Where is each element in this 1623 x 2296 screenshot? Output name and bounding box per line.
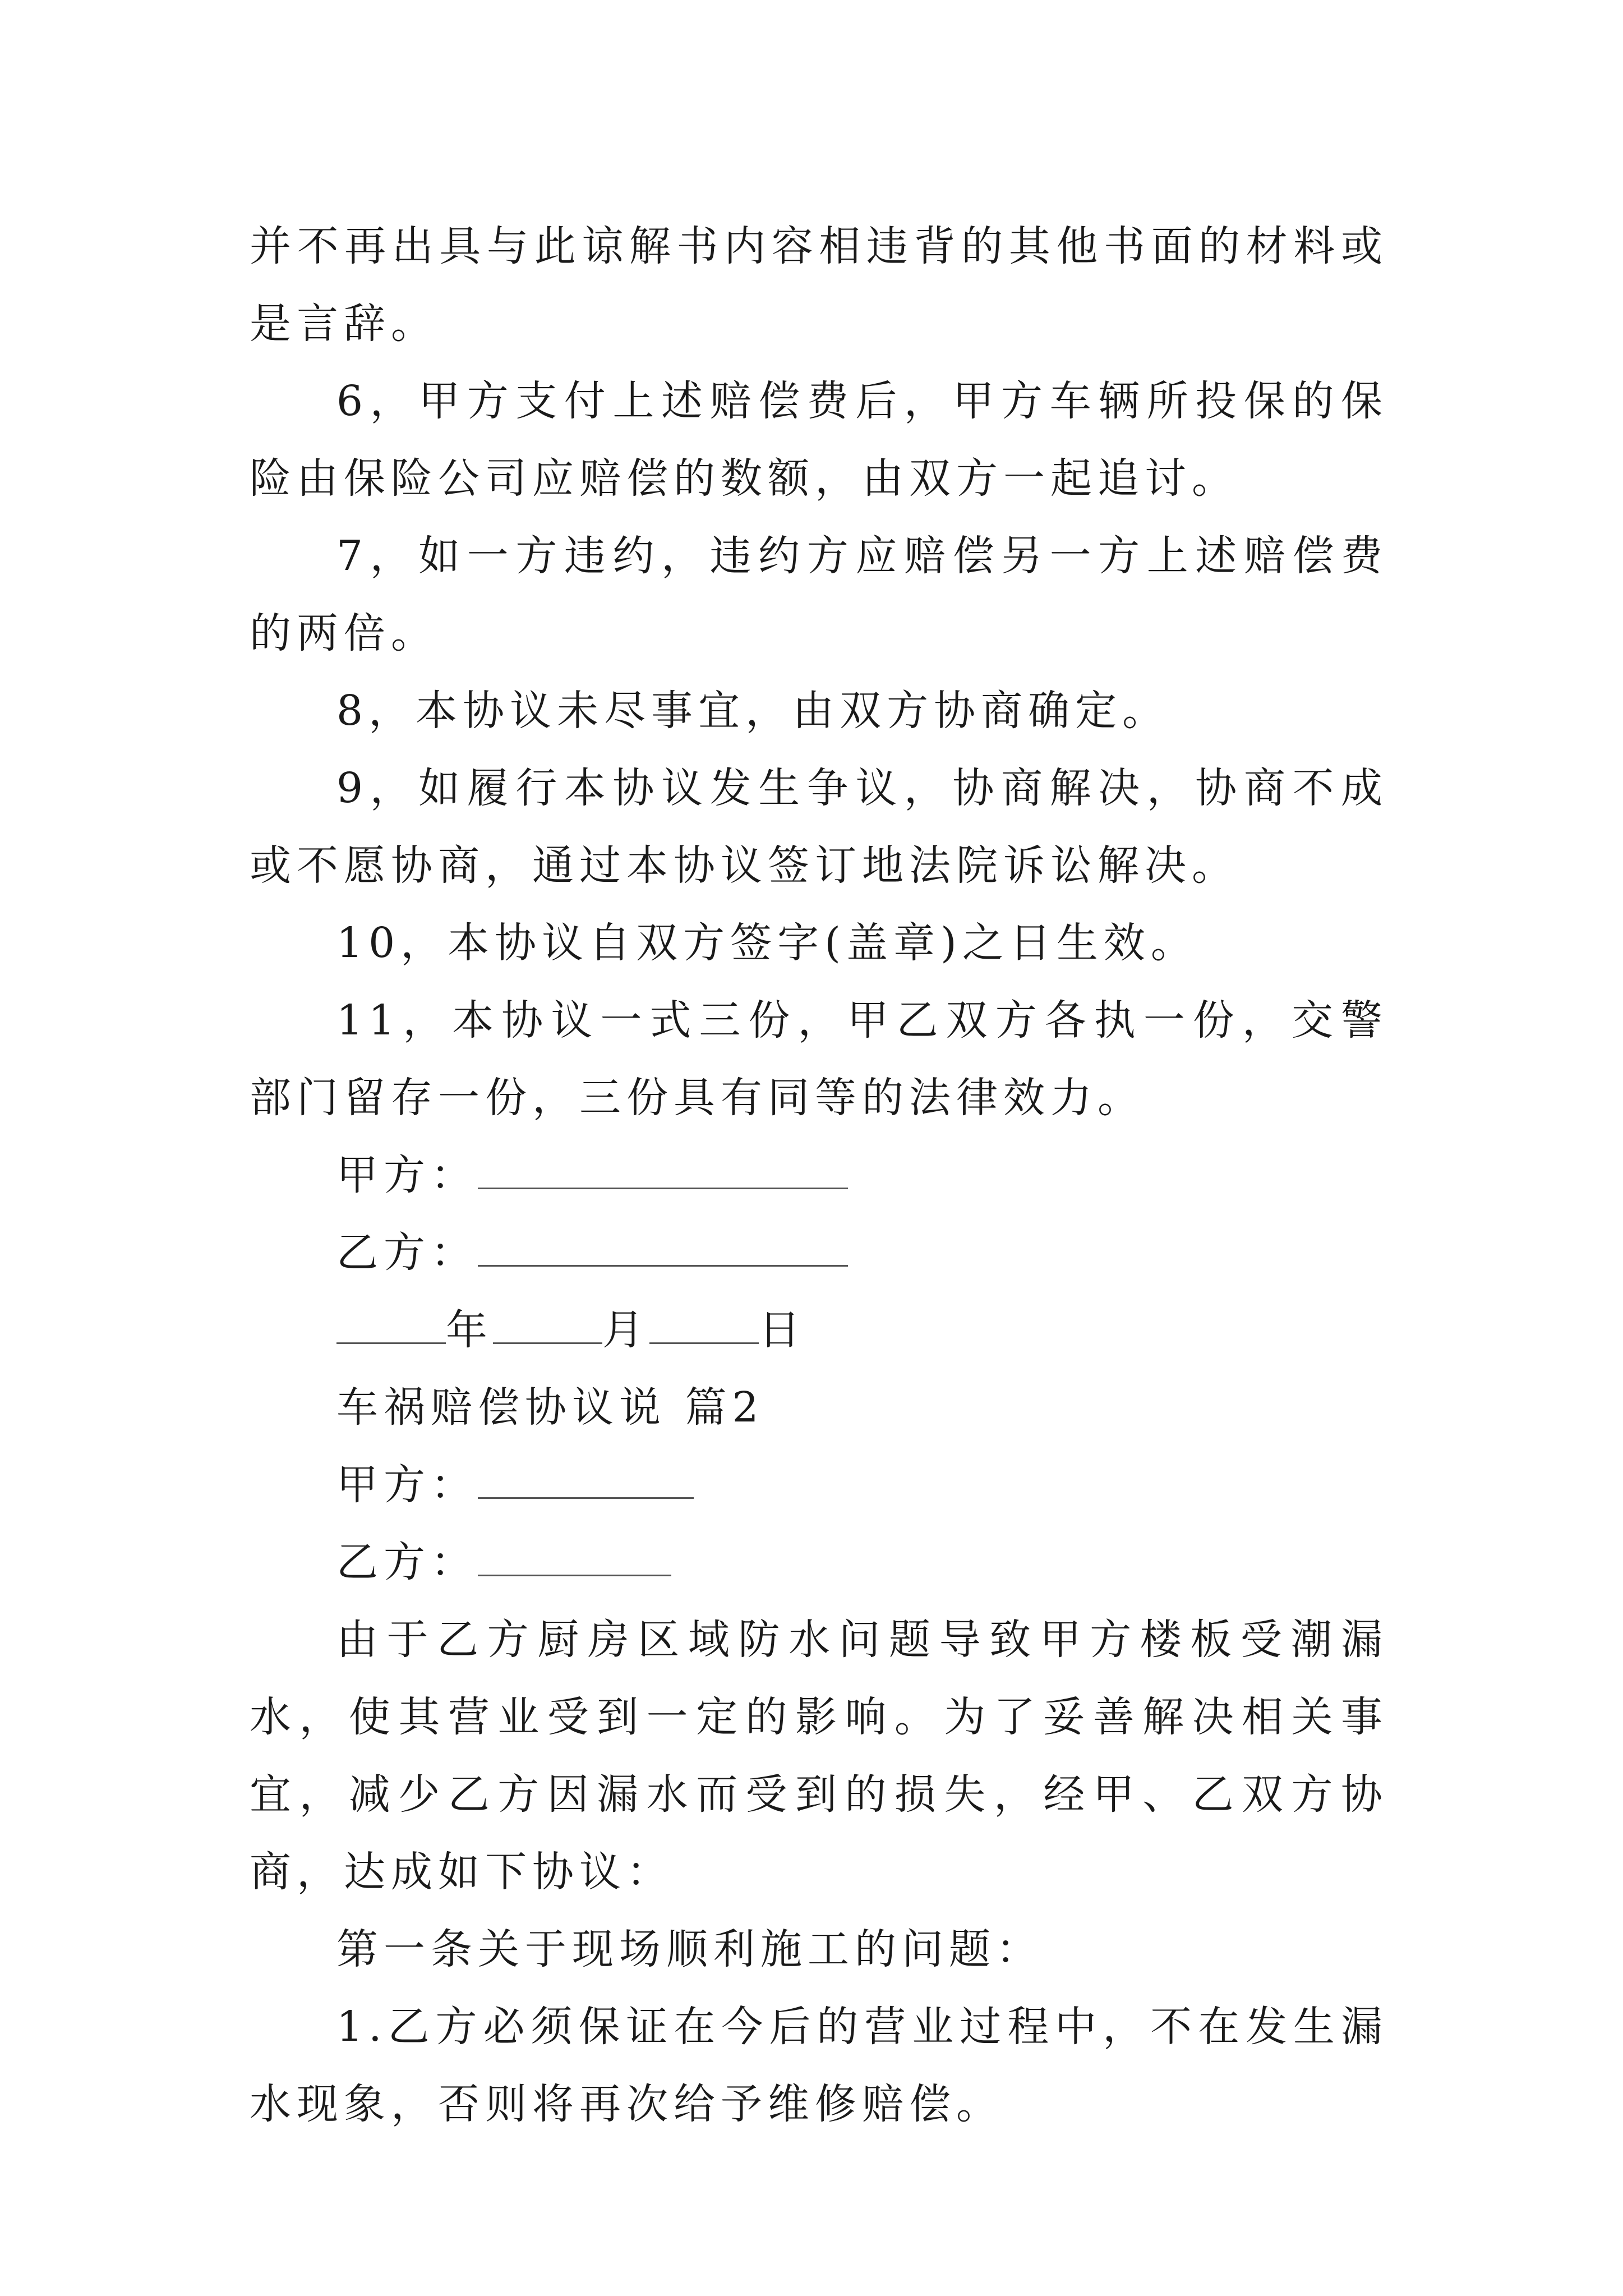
date-year-blank[interactable] [336,1303,446,1344]
party-b-line [250,1524,1388,1601]
signature-party-b-blank[interactable] [478,1226,848,1267]
signature-party-b-label: 乙方： [336,1228,478,1277]
signature-party-a-blank[interactable] [478,1148,848,1189]
party-b-label: 乙方： [336,1538,478,1586]
party-a-blank[interactable] [478,1458,694,1499]
clause-10: 10，本协议自双方签字(盖章)之日生效。 [336,919,1198,967]
date-day-blank[interactable] [649,1303,759,1344]
clause-8: 8，本协议未尽事宜，由双方协商确定。 [336,687,1170,735]
date-line [250,1291,1388,1369]
date-month-label: 月 [602,1306,649,1354]
section-title: 车祸赔偿协议说 篇2 [336,1383,764,1432]
clause-11: 11，本协议一式三份，甲乙双方各执一份，交警部门留存一份，三份具有同等的法律效力。 [250,996,1388,1122]
signature-party-b [250,1214,1388,1291]
signature-party-a [250,1137,1388,1214]
party-a-line [250,1446,1388,1524]
date-year-label: 年 [446,1306,493,1354]
date-day-label: 日 [759,1306,806,1354]
party-b-blank[interactable] [478,1535,671,1576]
paragraph-continued: 并不再出具与此谅解书内容相违背的其他书面的材料或是言辞。 [250,222,1388,348]
clause-9: 9，如履行本协议发生争议，协商解决，协商不成或不愿协商，通过本协议签订地法院诉讼解决。 [250,764,1388,890]
date-month-blank[interactable] [493,1303,602,1344]
document-body [250,208,1388,2143]
clause-6: 6，甲方支付上述赔偿费后，甲方车辆所投保的保险由保险公司应赔偿的数额，由双方一起追讨。 [250,377,1388,503]
intro-paragraph: 由于乙方厨房区域防水问题导致甲方楼板受潮漏水，使其营业受到一定的影响。为了妥善解决相关事宜，减少乙方因漏水而受到的损失，经甲、乙双方协商，达成如下协议： [250,1616,1388,1896]
signature-party-a-label: 甲方： [336,1151,478,1199]
clause-7: 7，如一方违约，违约方应赔偿另一方上述赔偿费的两倍。 [250,532,1388,657]
article-1-title: 第一条关于现场顺利施工的问题： [336,1925,1043,1973]
party-a-label: 甲方： [336,1461,478,1509]
article-1-item-1: 1.乙方必须保证在今后的营业过程中，不在发生漏水现象，否则将再次给予维修赔偿。 [250,2003,1388,2128]
